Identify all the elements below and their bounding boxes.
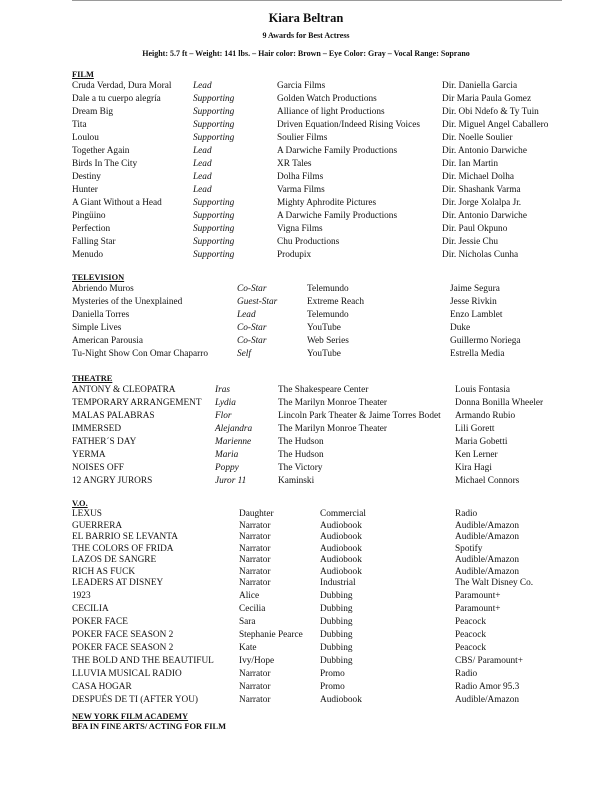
theatre-row xyxy=(72,384,562,397)
film-heading: FILM xyxy=(72,70,94,79)
theatre-row xyxy=(72,410,562,423)
film-director: Dir. Paul Okpuno xyxy=(442,224,508,234)
vo-title: CASA HOGAR xyxy=(72,681,132,692)
film-role: Supporting xyxy=(193,120,235,130)
theatre-role: Poppy xyxy=(215,463,239,473)
vo-role: Sara xyxy=(239,616,256,627)
theatre-company: The Hudson xyxy=(278,450,324,460)
film-title: Falling Star xyxy=(72,237,116,247)
theatre-director: Maria Gobetti xyxy=(455,437,508,447)
television-director: Jaime Segura xyxy=(450,284,500,294)
vo-title: LLUVIA MUSICAL RADIO xyxy=(72,668,182,679)
film-role: Supporting xyxy=(193,224,235,234)
television-role: Self xyxy=(237,349,251,359)
theatre-title: MALAS PALABRAS xyxy=(72,411,155,421)
vo-company: Audiobook xyxy=(320,694,362,705)
film-director: Dir. Antonio Darwiche xyxy=(442,146,527,156)
vo-director: Audible/Amazon xyxy=(455,532,520,542)
education-school: NEW YORK FILM ACADEMY xyxy=(72,712,189,721)
vo-row xyxy=(72,603,562,616)
theatre-director: Armando Rubio xyxy=(455,411,516,421)
theatre-company: Lincoln Park Theater & Jaime Torres Bodet xyxy=(278,411,441,421)
vo-section xyxy=(72,498,562,707)
theatre-company: The Marilyn Monroe Theater xyxy=(278,424,388,434)
vo-role: Alice xyxy=(239,590,260,601)
theatre-row xyxy=(72,397,562,410)
vo-title: LEXUS xyxy=(72,509,102,519)
film-director: Dir. Daniella Garcia xyxy=(442,81,518,91)
theatre-role: Lydia xyxy=(215,398,236,408)
vo-role: Narrator xyxy=(239,694,271,705)
film-title: Destiny xyxy=(72,172,101,182)
television-director: Estrella Media xyxy=(450,349,505,359)
theatre-director: Ken Lerner xyxy=(455,450,498,460)
television-row xyxy=(72,309,562,322)
film-director: Dir. Antonio Darwiche xyxy=(442,211,527,221)
theatre-title: TEMPORARY ARRANGEMENT xyxy=(72,398,202,408)
education-degree: BFA IN FINE ARTS/ ACTING FOR FILM xyxy=(72,722,227,731)
vo-director: Radio Amor 95.3 xyxy=(455,681,520,692)
television-director: Enzo Lamblet xyxy=(450,310,503,320)
television-row xyxy=(72,322,562,335)
theatre-company: The Victory xyxy=(278,463,323,473)
film-row xyxy=(72,145,562,158)
film-title: Loulou xyxy=(72,133,99,143)
awards-line: 9 Awards for Best Actress xyxy=(262,31,350,40)
vo-title: 1923 xyxy=(72,590,91,601)
film-row xyxy=(72,119,562,132)
film-title: Perfection xyxy=(72,224,111,234)
vo-director: Radio xyxy=(455,509,478,519)
film-role: Supporting xyxy=(193,237,235,247)
film-role: Lead xyxy=(193,146,212,156)
theatre-role: Iras xyxy=(215,385,230,395)
theatre-role: Flor xyxy=(215,411,232,421)
film-company: Driven Equation/Indeed Rising Voices xyxy=(277,120,420,130)
television-title: American Parousia xyxy=(72,336,143,346)
film-company: Dolha Films xyxy=(277,172,324,182)
vo-role: Daughter xyxy=(239,509,274,519)
television-title: Tu-Night Show Con Omar Chaparro xyxy=(72,349,209,359)
vo-company: Dubbing xyxy=(320,616,353,627)
film-director: Dir. Shashank Varma xyxy=(442,185,521,195)
film-company: Produpix xyxy=(277,250,312,260)
television-title: Daniella Torres xyxy=(72,310,130,320)
film-row xyxy=(72,197,562,210)
film-title: Cruda Verdad, Dura Moral xyxy=(72,81,172,91)
film-role: Supporting xyxy=(193,198,235,208)
vo-row xyxy=(72,694,562,707)
vo-director: Paramount+ xyxy=(455,603,501,614)
film-company: Alliance of light Productions xyxy=(277,107,385,117)
television-company: Extreme Reach xyxy=(307,297,365,307)
vo-title: POKER FACE SEASON 2 xyxy=(72,629,174,640)
vo-title: THE BOLD AND THE BEAUTIFUL xyxy=(72,655,214,666)
vo-row xyxy=(72,668,562,681)
television-title: Abriendo Muros xyxy=(72,284,134,294)
education-block xyxy=(72,712,226,732)
television-title: Simple Lives xyxy=(72,323,122,333)
vo-title: CECILIA xyxy=(72,603,109,614)
film-director: Dir. Michael Dolha xyxy=(442,172,515,182)
vo-director: The Walt Disney Co. xyxy=(455,578,534,588)
vo-title: LEADERS AT DISNEY xyxy=(72,578,164,588)
theatre-director: Louis Fontasia xyxy=(455,385,511,395)
vo-role: Narrator xyxy=(239,578,271,588)
vo-row xyxy=(72,655,562,668)
vo-row xyxy=(72,642,562,655)
film-company: Chu Productions xyxy=(277,237,340,247)
theatre-title: YERMA xyxy=(72,450,106,460)
vo-role: Narrator xyxy=(239,532,271,542)
vo-director: Audible/Amazon xyxy=(455,555,520,565)
vo-company: Audiobook xyxy=(320,532,362,542)
film-company: Mighty Aphrodite Pictures xyxy=(277,198,377,208)
film-director: Dir. Nicholas Cunha xyxy=(442,250,519,260)
theatre-title: FATHER´S DAY xyxy=(72,437,137,447)
film-director: Dir. Noelle Soulier xyxy=(442,133,513,143)
vo-role: Narrator xyxy=(239,681,271,692)
vo-row xyxy=(72,616,562,629)
film-title: Dream Big xyxy=(72,107,114,117)
theatre-company: Kaminski xyxy=(278,476,315,486)
vo-row xyxy=(72,578,562,590)
film-role: Lead xyxy=(193,185,212,195)
vo-role: Kate xyxy=(239,642,257,653)
vo-row xyxy=(72,629,562,642)
film-company: Garcia Films xyxy=(277,81,326,91)
film-row xyxy=(72,132,562,145)
vo-role: Narrator xyxy=(239,520,271,531)
vo-row xyxy=(72,681,562,694)
film-row xyxy=(72,80,562,93)
vo-director: CBS/ Paramount+ xyxy=(455,655,524,666)
vo-title: POKER FACE xyxy=(72,616,128,627)
theatre-heading: THEATRE xyxy=(72,374,113,383)
television-company: YouTube xyxy=(307,323,341,333)
vo-company: Audiobook xyxy=(320,543,362,554)
theatre-row xyxy=(72,449,562,462)
vo-company: Dubbing xyxy=(320,590,353,601)
theatre-role: Alejandra xyxy=(215,424,253,434)
television-role: Co-Star xyxy=(237,284,267,294)
vo-role: Stephanie Pearce xyxy=(239,629,303,640)
vo-director: Audible/Amazon xyxy=(455,694,520,705)
film-title: A Giant Without a Head xyxy=(72,198,162,208)
vo-company: Dubbing xyxy=(320,642,353,653)
vo-title: POKER FACE SEASON 2 xyxy=(72,642,174,653)
theatre-director: Kira Hagi xyxy=(455,463,492,473)
film-title: Pingüino xyxy=(72,211,106,221)
theatre-title: NOISES OFF xyxy=(72,463,124,473)
television-director: Guillermo Noriega xyxy=(450,336,521,346)
vo-role: Narrator xyxy=(239,555,271,565)
theatre-title: 12 ANGRY JURORS xyxy=(72,476,153,486)
vo-director: Radio xyxy=(455,668,478,679)
film-row xyxy=(72,171,562,184)
television-row xyxy=(72,335,562,348)
theatre-role: Maria xyxy=(215,450,239,460)
film-role: Lead xyxy=(193,81,212,91)
film-row xyxy=(72,223,562,236)
television-role: Co-Star xyxy=(237,323,267,333)
vo-title: EL BARRIO SE LEVANTA xyxy=(72,532,178,542)
vo-company: Audiobook xyxy=(320,520,362,531)
vo-row xyxy=(72,509,562,521)
actor-name: Kiara Beltran xyxy=(268,11,344,25)
television-director: Jesse Rivkin xyxy=(450,297,497,307)
stats-line: Height: 5.7 ft – Weight: 141 lbs. – Hair color: Brown – Eye Color: Gray – Vocal Range: Soprano xyxy=(142,49,470,58)
vo-title: GUERRERA xyxy=(72,520,123,531)
television-row xyxy=(72,348,562,361)
vo-row xyxy=(72,567,562,579)
theatre-director: Donna Bonilla Wheeler xyxy=(455,398,544,408)
film-role: Supporting xyxy=(193,211,235,221)
vo-company: Dubbing xyxy=(320,629,353,640)
film-director: Dir. Ian Martin xyxy=(442,159,499,169)
television-company: Telemundo xyxy=(307,284,349,294)
television-heading: TELEVISION xyxy=(72,273,125,282)
film-title: Dale a tu cuerpo alegría xyxy=(72,94,161,104)
film-role: Lead xyxy=(193,159,212,169)
vo-heading: V.O. xyxy=(72,499,88,508)
film-title: Tita xyxy=(72,120,87,130)
film-role: Supporting xyxy=(193,94,235,104)
film-company: Soulier Films xyxy=(277,133,328,143)
vo-director: Paramount+ xyxy=(455,590,501,601)
theatre-role: Marienne xyxy=(215,437,252,447)
theatre-director: Lili Gorett xyxy=(455,424,495,434)
film-section xyxy=(72,69,562,262)
theatre-title: IMMERSED xyxy=(72,424,122,434)
film-title: Together Again xyxy=(72,146,130,156)
film-row xyxy=(72,236,562,249)
film-row xyxy=(72,106,562,119)
television-role: Lead xyxy=(237,310,256,320)
television-role: Co-Star xyxy=(237,336,267,346)
television-title: Mysteries of the Unexplained xyxy=(72,297,183,307)
vo-director: Peacock xyxy=(455,616,486,627)
film-director: Dir. Miguel Angel Caballero xyxy=(442,120,549,130)
vo-company: Promo xyxy=(320,681,345,692)
film-company: XR Tales xyxy=(277,159,312,169)
film-row xyxy=(72,93,562,106)
vo-director: Peacock xyxy=(455,629,486,640)
vo-role: Cecilia xyxy=(239,603,266,614)
film-row xyxy=(72,158,562,171)
television-section xyxy=(72,272,562,361)
television-row xyxy=(72,296,562,309)
theatre-role: Juror 11 xyxy=(215,476,247,486)
film-company: A Darwiche Family Productions xyxy=(277,211,398,221)
vo-role: Narrator xyxy=(239,566,271,577)
television-company: YouTube xyxy=(307,349,341,359)
vo-director: Audible/Amazon xyxy=(455,520,520,531)
film-title: Menudo xyxy=(72,250,103,260)
theatre-row xyxy=(72,436,562,449)
film-company: Vigna Films xyxy=(277,224,323,234)
television-director: Duke xyxy=(450,323,471,333)
vo-director: Audible/Amazon xyxy=(455,566,520,577)
television-company: Web Series xyxy=(307,336,349,346)
theatre-row xyxy=(72,462,562,475)
film-director: Dir. Obi Ndefo & Ty Tuin xyxy=(442,107,539,117)
theatre-company: The Shakespeare Center xyxy=(278,385,369,395)
theatre-section xyxy=(72,373,562,488)
film-role: Supporting xyxy=(193,107,235,117)
film-role: Supporting xyxy=(193,133,235,143)
television-row xyxy=(72,283,562,296)
vo-title: LAZOS DE SANGRE xyxy=(72,555,157,565)
film-company: Golden Watch Productions xyxy=(277,94,377,104)
vo-title: DESPUÉS DE TI (AFTER YOU) xyxy=(72,694,199,705)
vo-role: Narrator xyxy=(239,543,271,554)
vo-director: Spotify xyxy=(455,543,483,554)
theatre-title: ANTONY & CLEOPATRA xyxy=(72,385,176,395)
vo-company: Dubbing xyxy=(320,655,353,666)
vo-title: RICH AS FUCK xyxy=(72,566,136,577)
film-director: Dir Maria Paula Gomez xyxy=(442,94,532,104)
theatre-row xyxy=(72,423,562,436)
vo-company: Audiobook xyxy=(320,555,362,565)
television-role: Guest-Star xyxy=(237,297,278,307)
vo-row xyxy=(72,521,562,533)
vo-row xyxy=(72,555,562,567)
film-company: Varma Films xyxy=(277,185,325,195)
vo-row xyxy=(72,590,562,603)
theatre-row xyxy=(72,475,562,488)
vo-row xyxy=(72,544,562,556)
vo-role: Narrator xyxy=(239,668,271,679)
television-company: Telemundo xyxy=(307,310,349,320)
vo-director: Peacock xyxy=(455,642,486,653)
vo-company: Dubbing xyxy=(320,603,353,614)
vo-title: THE COLORS OF FRIDA xyxy=(72,543,174,554)
film-director: Dir. Jorge Xolalpa Jr. xyxy=(442,198,522,208)
film-title: Hunter xyxy=(72,185,98,195)
theatre-director: Michael Connors xyxy=(455,476,520,486)
theatre-company: The Hudson xyxy=(278,437,324,447)
film-title: Birds In The City xyxy=(72,159,138,169)
film-row xyxy=(72,249,562,262)
vo-company: Commercial xyxy=(320,509,366,519)
vo-company: Promo xyxy=(320,668,345,679)
vo-role: Ivy/Hope xyxy=(239,655,275,666)
vo-row xyxy=(72,532,562,544)
vo-company: Industrial xyxy=(320,578,356,588)
film-director: Dir. Jessie Chu xyxy=(442,237,499,247)
film-company: A Darwiche Family Productions xyxy=(277,146,398,156)
film-row xyxy=(72,210,562,223)
top-rule xyxy=(72,0,562,1)
theatre-company: The Marilyn Monroe Theater xyxy=(278,398,388,408)
film-row xyxy=(72,184,562,197)
vo-company: Audiobook xyxy=(320,566,362,577)
film-role: Lead xyxy=(193,172,212,182)
film-role: Supporting xyxy=(193,250,235,260)
